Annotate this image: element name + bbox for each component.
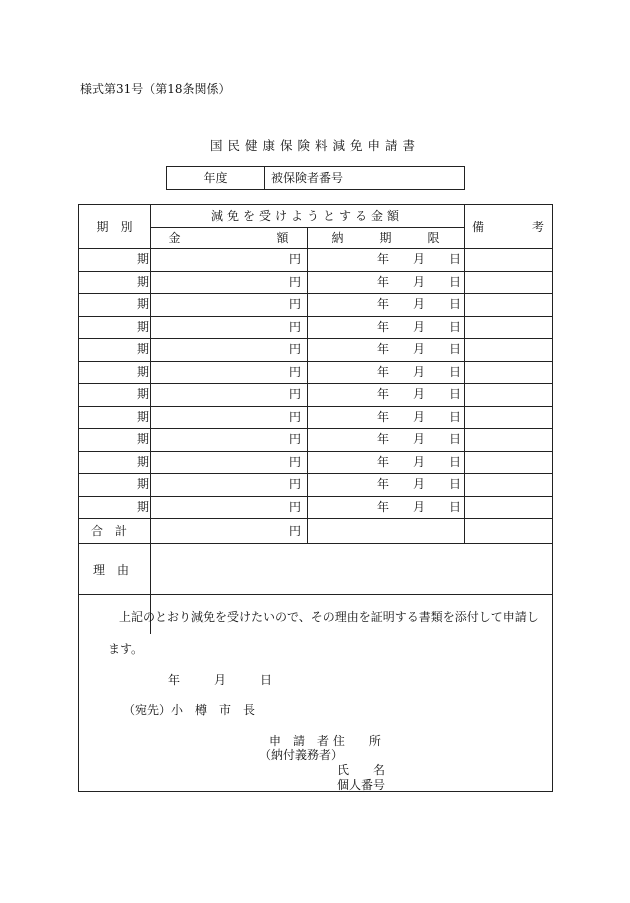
row-yen-unit: 円 <box>289 342 302 356</box>
row-day-label: 日 <box>449 454 462 469</box>
row-year-label: 年 <box>377 499 390 514</box>
row-divider <box>79 271 552 272</box>
applicant-address-label: 申 請 者 住 所 <box>269 734 381 748</box>
row-day-label: 日 <box>449 387 462 401</box>
row-month-label: 月 <box>413 409 426 424</box>
row-year-label: 年 <box>377 454 390 469</box>
row-divider <box>79 406 552 407</box>
form-number: 様式第31号（第18条関係） <box>80 82 231 96</box>
row-day-label: 日 <box>449 364 462 379</box>
reason-field[interactable] <box>151 544 551 593</box>
row-yen-unit: 円 <box>289 297 302 311</box>
row-period-label: 期 <box>137 319 150 334</box>
row-year-label: 年 <box>377 432 390 446</box>
row-period-label: 期 <box>137 252 150 266</box>
row-period-label: 期 <box>137 342 150 356</box>
row-yen-unit: 円 <box>289 252 302 266</box>
row-month-label: 月 <box>413 319 426 334</box>
addressee: （宛先）小 樽 市 長 <box>123 703 256 717</box>
declaration-line-2: ます。 <box>108 642 144 656</box>
row-day-label: 日 <box>449 319 462 334</box>
row-yen-unit: 円 <box>289 432 302 446</box>
row-month-label: 月 <box>413 432 426 446</box>
date-day-label: 日 <box>260 673 273 687</box>
row-period-label: 期 <box>137 274 150 289</box>
row-month-label: 月 <box>413 252 426 266</box>
row-period-label: 期 <box>137 364 150 379</box>
row-year-label: 年 <box>377 274 390 289</box>
row-yen-unit: 円 <box>289 454 302 469</box>
header-remarks: 備 考 <box>471 220 544 234</box>
row-month-label: 月 <box>413 387 426 401</box>
row-year-label: 年 <box>377 364 390 379</box>
row-divider <box>79 518 552 519</box>
payer-note: （納付義務者） <box>259 748 344 762</box>
personal-number-label: 個人番号 <box>337 778 386 792</box>
form-title: 国民健康保険料減免申請書 <box>209 138 420 153</box>
row-month-label: 月 <box>413 454 426 469</box>
header-reduction-amount: 減免を受けようとする金額 <box>210 209 403 223</box>
total-yen-unit: 円 <box>289 524 302 538</box>
row-year-label: 年 <box>377 252 390 266</box>
row-period-label: 期 <box>137 297 150 311</box>
row-divider <box>79 293 552 294</box>
row-day-label: 日 <box>449 409 462 424</box>
insured-number-label: 被保険者番号 <box>271 171 344 185</box>
row-divider <box>79 316 552 317</box>
year-box <box>166 166 465 190</box>
row-day-label: 日 <box>449 432 462 446</box>
row-month-label: 月 <box>413 477 426 491</box>
row-divider <box>79 473 552 474</box>
row-day-label: 日 <box>449 297 462 311</box>
row-day-label: 日 <box>449 499 462 514</box>
row-year-label: 年 <box>377 319 390 334</box>
row-day-label: 日 <box>449 477 462 491</box>
applicant-name-label: 氏 名 <box>337 763 386 777</box>
reason-label: 理 由 <box>93 563 130 577</box>
row-yen-unit: 円 <box>289 319 302 334</box>
row-month-label: 月 <box>413 297 426 311</box>
row-year-label: 年 <box>377 342 390 356</box>
row-year-label: 年 <box>377 477 390 491</box>
row-month-label: 月 <box>413 342 426 356</box>
row-yen-unit: 円 <box>289 364 302 379</box>
row-divider <box>79 383 552 384</box>
row-period-label: 期 <box>137 432 150 446</box>
row-year-label: 年 <box>377 297 390 311</box>
header-period: 期 別 <box>96 220 133 234</box>
row-yen-unit: 円 <box>289 409 302 424</box>
row-yen-unit: 円 <box>289 499 302 514</box>
row-month-label: 月 <box>413 499 426 514</box>
declaration-line-1: 上記のとおり減免を受けたいので、その理由を証明する書類を添付して申請し <box>119 610 539 624</box>
row-period-label: 期 <box>137 387 150 401</box>
row-divider <box>79 338 552 339</box>
header-due-date: 納 期 限 <box>331 231 440 245</box>
row-period-label: 期 <box>137 454 150 469</box>
row-day-label: 日 <box>449 342 462 356</box>
row-day-label: 日 <box>449 252 462 266</box>
reason-bottom-divider <box>79 594 552 595</box>
date-year-label: 年 <box>168 673 181 687</box>
total-label: 合 計 <box>91 524 128 538</box>
row-month-label: 月 <box>413 274 426 289</box>
date-month-label: 月 <box>214 673 227 687</box>
row-yen-unit: 円 <box>289 477 302 491</box>
row-month-label: 月 <box>413 364 426 379</box>
row-divider <box>79 361 552 362</box>
row-period-label: 期 <box>137 499 150 514</box>
row-divider <box>79 428 552 429</box>
reduction-table <box>78 204 553 792</box>
fiscal-year-label: 年度 <box>167 167 265 189</box>
row-day-label: 日 <box>449 274 462 289</box>
row-divider <box>79 451 552 452</box>
header-amount: 金 額 <box>168 231 289 245</box>
row-yen-unit: 円 <box>289 274 302 289</box>
col-divider-due <box>464 205 465 543</box>
row-period-label: 期 <box>137 409 150 424</box>
row-year-label: 年 <box>377 387 390 401</box>
row-period-label: 期 <box>137 477 150 491</box>
row-yen-unit: 円 <box>289 387 302 401</box>
row-divider <box>79 496 552 497</box>
row-year-label: 年 <box>377 409 390 424</box>
